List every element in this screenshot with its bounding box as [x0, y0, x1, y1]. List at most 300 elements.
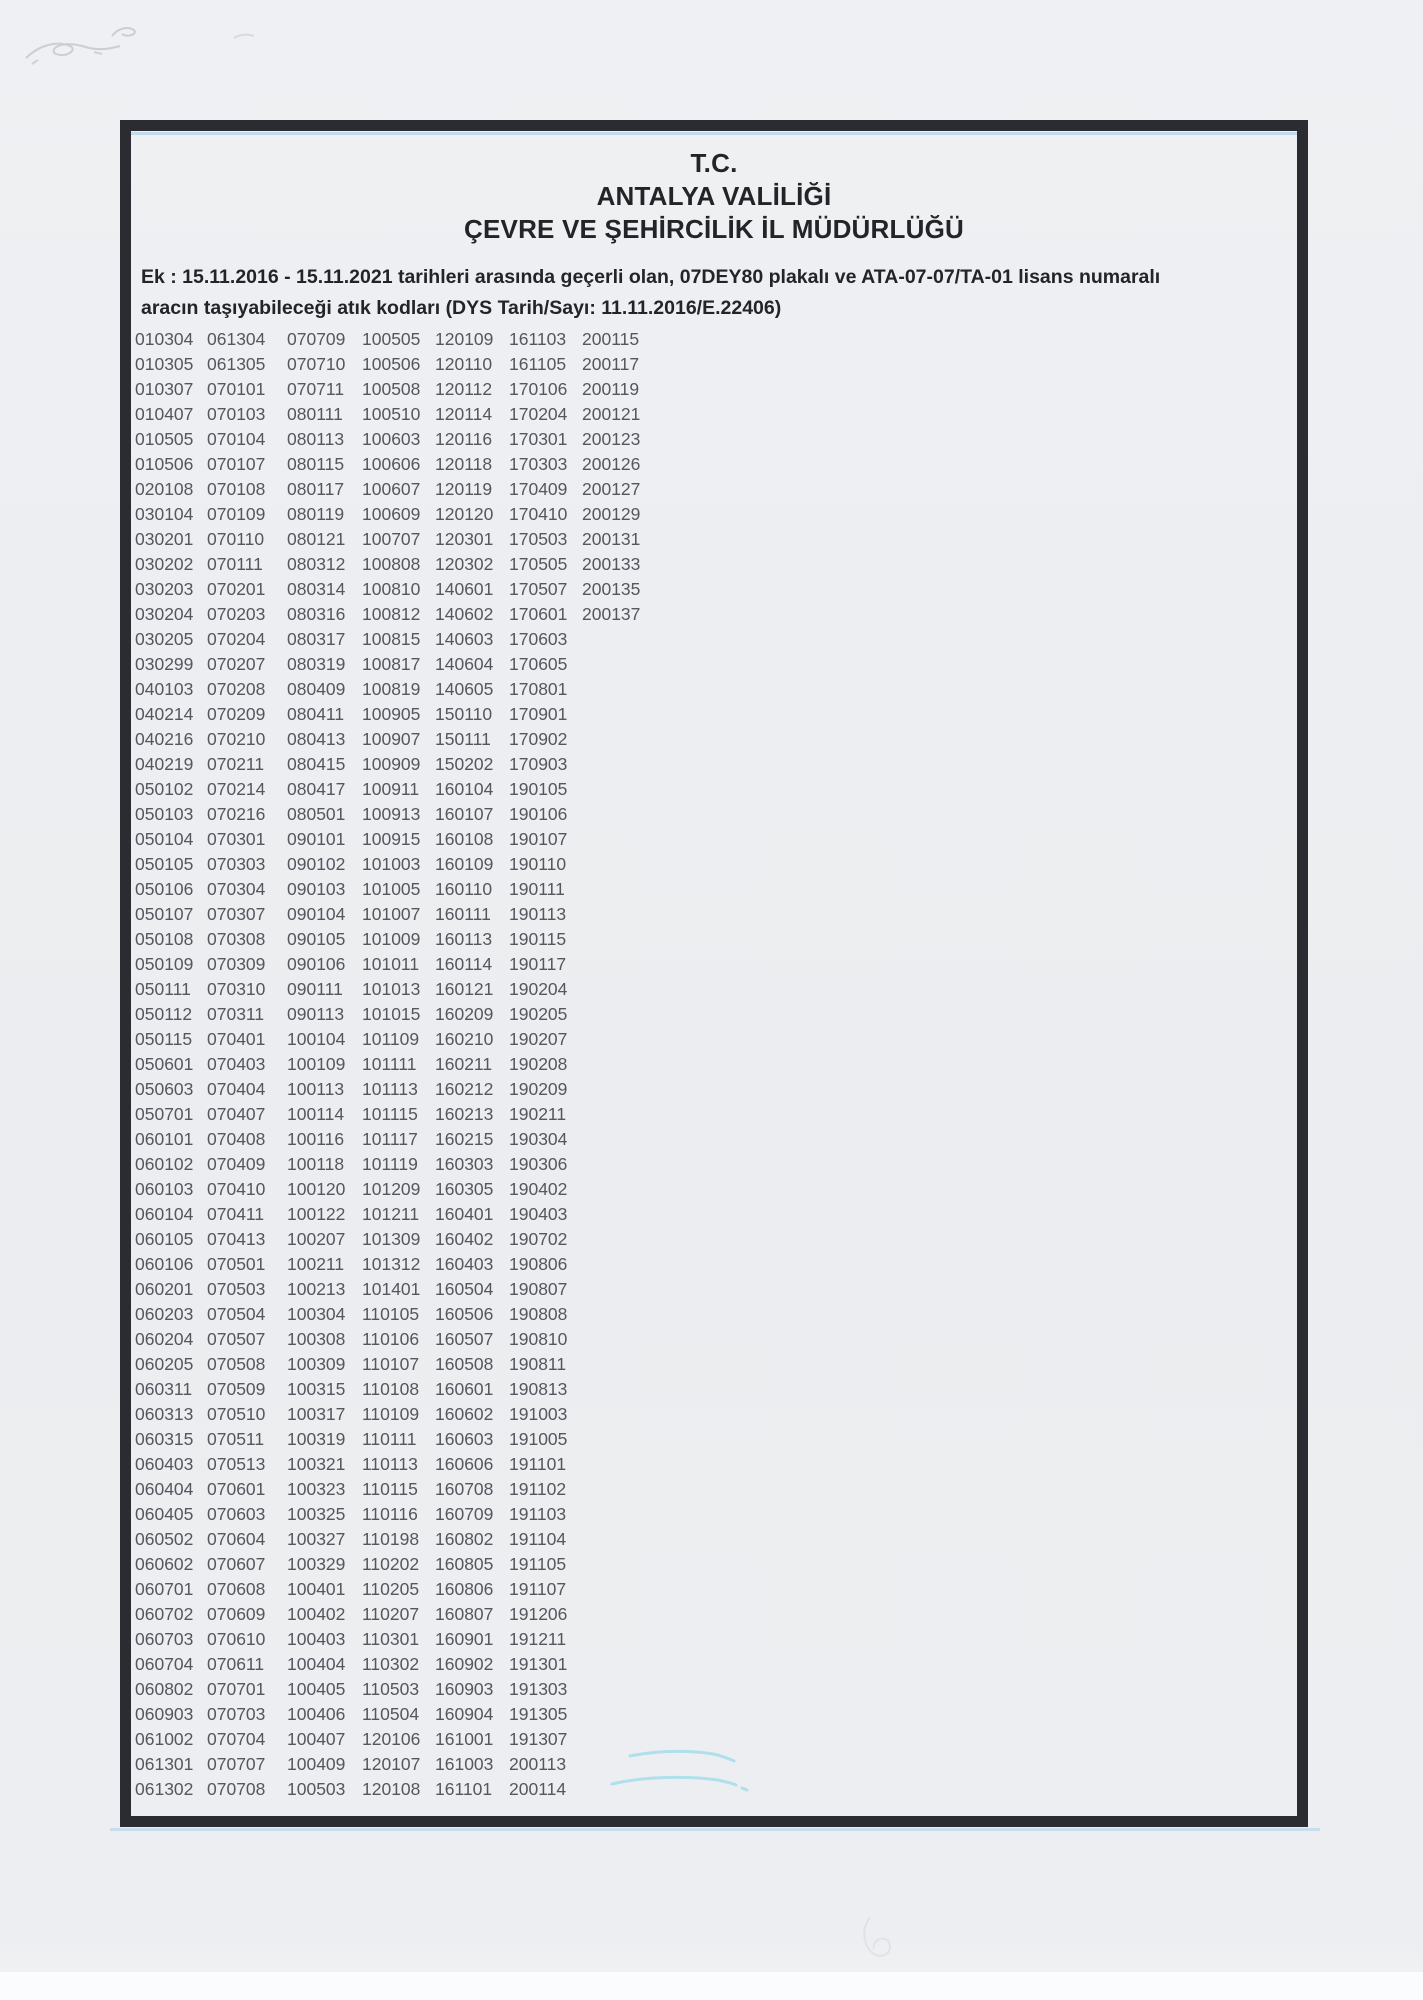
waste-code: 100510: [362, 404, 421, 424]
code-row: [135, 1652, 644, 1677]
waste-code: 100505: [362, 329, 421, 349]
waste-code: 120109: [435, 329, 494, 349]
waste-code: 040214: [135, 704, 194, 724]
waste-code: 200119: [582, 379, 640, 399]
waste-code: 030299: [135, 654, 194, 674]
waste-code: 070610: [207, 1629, 266, 1649]
code-row: [135, 1402, 644, 1427]
waste-code: 190702: [509, 1229, 568, 1249]
waste-code: 140603: [435, 629, 494, 649]
code-row: [135, 527, 644, 552]
waste-code: 160901: [435, 1629, 494, 1649]
waste-code: 160402: [435, 1229, 494, 1249]
waste-code: 061302: [135, 1779, 194, 1799]
code-row: [135, 377, 644, 402]
code-row: [135, 1602, 644, 1627]
waste-code: 070108: [207, 479, 266, 499]
waste-code: 100817: [362, 654, 421, 674]
code-row: [135, 927, 644, 952]
code-row: [135, 1552, 644, 1577]
waste-code: 070401: [207, 1029, 266, 1049]
code-row: [135, 577, 644, 602]
waste-code: 050102: [135, 779, 194, 799]
waste-code: 060602: [135, 1554, 194, 1574]
code-row: [135, 552, 644, 577]
code-row: [135, 1452, 644, 1477]
waste-code: 191005: [509, 1429, 568, 1449]
waste-code: 190810: [509, 1329, 568, 1349]
waste-code: 010304: [135, 329, 194, 349]
waste-code: 191206: [509, 1604, 568, 1624]
waste-code: 100603: [362, 429, 421, 449]
waste-code: 110107: [362, 1354, 420, 1374]
waste-code: 160401: [435, 1204, 494, 1224]
waste-code: 100607: [362, 479, 421, 499]
waste-code: 110302: [362, 1654, 420, 1674]
waste-code: 120119: [435, 479, 493, 499]
waste-code: 101111: [362, 1054, 417, 1074]
waste-code: 090105: [287, 929, 346, 949]
code-row: [135, 952, 644, 977]
waste-code: 120118: [435, 454, 493, 474]
code-row: [135, 827, 644, 852]
waste-code: 190105: [509, 779, 568, 799]
waste-code: 150202: [435, 754, 494, 774]
waste-code: 070310: [207, 979, 266, 999]
waste-code: 190806: [509, 1254, 568, 1274]
waste-code: 170901: [509, 704, 568, 724]
code-row: [135, 1227, 644, 1252]
waste-code: 101312: [362, 1254, 421, 1274]
waste-code: 160708: [435, 1479, 494, 1499]
waste-code: 100213: [287, 1279, 346, 1299]
waste-code: 070404: [207, 1079, 266, 1099]
waste-code: 160507: [435, 1329, 494, 1349]
code-row: [135, 1577, 644, 1602]
waste-code: 050603: [135, 1079, 194, 1099]
waste-code: 070609: [207, 1604, 266, 1624]
waste-code: 110115: [362, 1479, 418, 1499]
waste-code: 050103: [135, 804, 194, 824]
waste-code: 010506: [135, 454, 194, 474]
waste-code: 170801: [509, 679, 568, 699]
waste-code: 190205: [509, 1004, 568, 1024]
letterhead-line-directorate: ÇEVRE VE ŞEHİRCİLİK İL MÜDÜRLÜĞÜ: [464, 214, 964, 244]
code-row: [135, 1127, 644, 1152]
waste-code: 100104: [287, 1029, 346, 1049]
scan-smudge: [840, 1905, 920, 1975]
waste-code: 140601: [435, 579, 494, 599]
waste-code: 070603: [207, 1504, 266, 1524]
code-row: [135, 1777, 644, 1802]
waste-code: 060701: [135, 1579, 194, 1599]
waste-code: 101013: [362, 979, 421, 999]
document-border-frame: [120, 120, 1308, 1827]
waste-code: 070701: [207, 1679, 266, 1699]
code-row: [135, 652, 644, 677]
waste-code: 070104: [207, 429, 266, 449]
waste-code: 190113: [509, 904, 567, 924]
waste-code: 100707: [362, 529, 421, 549]
waste-code: 120107: [362, 1754, 421, 1774]
waste-code: 070111: [207, 554, 263, 574]
letterhead-line-governorship: ANTALYA VALİLİĞİ: [596, 181, 832, 211]
waste-code: 120108: [362, 1779, 421, 1799]
waste-code: 191307: [509, 1729, 568, 1749]
code-row: [135, 677, 644, 702]
code-row: [135, 1377, 644, 1402]
waste-code: 060105: [135, 1229, 194, 1249]
waste-code: 050108: [135, 929, 194, 949]
waste-code: 160212: [435, 1079, 494, 1099]
code-row: [135, 852, 644, 877]
waste-code: 160904: [435, 1704, 494, 1724]
code-row: [135, 427, 644, 452]
waste-code: 160111: [435, 904, 491, 924]
waste-code: 060104: [135, 1204, 194, 1224]
waste-code: 070204: [207, 629, 266, 649]
waste-code: 190110: [509, 854, 567, 874]
waste-code: 110109: [362, 1404, 420, 1424]
waste-code: 110106: [362, 1329, 420, 1349]
code-row: [135, 1327, 644, 1352]
waste-code: 050106: [135, 879, 194, 899]
waste-code: 070214: [207, 779, 266, 799]
waste-code: 160709: [435, 1504, 494, 1524]
waste-code: 070301: [207, 829, 266, 849]
waste-code: 070201: [207, 579, 266, 599]
waste-code: 100211: [287, 1254, 345, 1274]
waste-code: 100114: [287, 1104, 345, 1124]
letterhead: [131, 147, 1297, 246]
waste-code: 190117: [509, 954, 567, 974]
waste-code: 170603: [509, 629, 568, 649]
waste-code: 140605: [435, 679, 494, 699]
waste-code: 061304: [207, 329, 266, 349]
waste-code: 200131: [582, 529, 641, 549]
code-row: [135, 1102, 644, 1127]
code-row: [135, 1702, 644, 1727]
waste-code: 100304: [287, 1304, 346, 1324]
waste-code: 160121: [435, 979, 494, 999]
waste-code: 110198: [362, 1529, 420, 1549]
waste-code: 080119: [287, 504, 345, 524]
waste-code: 070208: [207, 679, 266, 699]
waste-code: 070508: [207, 1354, 266, 1374]
waste-code: 030104: [135, 504, 194, 524]
waste-code: 140602: [435, 604, 494, 624]
waste-code: 070707: [207, 1754, 266, 1774]
waste-code: 160104: [435, 779, 494, 799]
waste-code: 060103: [135, 1179, 194, 1199]
code-row: [135, 1002, 644, 1027]
waste-code: 160506: [435, 1304, 494, 1324]
waste-code: 110205: [362, 1579, 420, 1599]
waste-code: 040216: [135, 729, 194, 749]
waste-code: 190811: [509, 1354, 567, 1374]
waste-code: 160807: [435, 1604, 494, 1624]
waste-code: 100609: [362, 504, 421, 524]
waste-code: 161101: [435, 1779, 493, 1799]
waste-code: 110108: [362, 1379, 420, 1399]
waste-code: 190204: [509, 979, 568, 999]
waste-code: 030204: [135, 604, 194, 624]
waste-code: 110113: [362, 1454, 418, 1474]
waste-code: 101119: [362, 1154, 418, 1174]
code-row: [135, 877, 644, 902]
code-row: [135, 627, 644, 652]
waste-code: 070203: [207, 604, 266, 624]
waste-code: 060101: [135, 1129, 194, 1149]
waste-code: 010305: [135, 354, 194, 374]
waste-code: 100907: [362, 729, 421, 749]
code-row: [135, 1302, 644, 1327]
waste-code: 080409: [287, 679, 346, 699]
waste-code: 070209: [207, 704, 266, 724]
waste-code: 060404: [135, 1479, 194, 1499]
waste-code: 160215: [435, 1129, 494, 1149]
waste-code: 050111: [135, 979, 191, 999]
waste-code: 070704: [207, 1729, 266, 1749]
waste-code: 070211: [207, 754, 265, 774]
waste-code: 090113: [287, 1004, 345, 1024]
waste-code: 070608: [207, 1579, 266, 1599]
waste-code: 200135: [582, 579, 641, 599]
code-row: [135, 452, 644, 477]
code-row: [135, 902, 644, 927]
waste-code: 160110: [435, 879, 493, 899]
waste-code: 100606: [362, 454, 421, 474]
waste-code: 100913: [362, 804, 421, 824]
waste-code: 070413: [207, 1229, 266, 1249]
waste-code: 170505: [509, 554, 568, 574]
waste-code: 030202: [135, 554, 194, 574]
waste-code: 070503: [207, 1279, 266, 1299]
waste-code: 080501: [287, 804, 346, 824]
code-row: [135, 1277, 644, 1302]
waste-code: 101005: [362, 879, 421, 899]
waste-code: 190106: [509, 804, 568, 824]
code-row: [135, 602, 644, 627]
waste-code: 030205: [135, 629, 194, 649]
waste-code: 070207: [207, 654, 266, 674]
waste-code: 100508: [362, 379, 421, 399]
waste-code: 200117: [582, 354, 640, 374]
waste-code: 070411: [207, 1204, 265, 1224]
code-row: [135, 777, 644, 802]
waste-code: 170902: [509, 729, 568, 749]
waste-code: 070407: [207, 1104, 266, 1124]
waste-code: 010407: [135, 404, 194, 424]
waste-code: 060203: [135, 1304, 194, 1324]
waste-code: 110202: [362, 1554, 420, 1574]
waste-code: 160109: [435, 854, 494, 874]
waste-code: 100403: [287, 1629, 346, 1649]
waste-code: 100407: [287, 1729, 346, 1749]
code-row: [135, 327, 644, 352]
waste-code: 170410: [509, 504, 568, 524]
waste-code: 110116: [362, 1504, 418, 1524]
waste-code: 100329: [287, 1554, 346, 1574]
code-row: [135, 402, 644, 427]
waste-code: 100325: [287, 1504, 346, 1524]
waste-code: 160108: [435, 829, 494, 849]
waste-code: 160107: [435, 804, 494, 824]
annex-note-line2: aracın taşıyabileceği atık kodları (DYS Tarih/Sayı: 11.11.2016/E.22406): [141, 297, 782, 319]
waste-code: 191303: [509, 1679, 568, 1699]
waste-code: 160504: [435, 1279, 494, 1299]
waste-code: 101117: [362, 1129, 418, 1149]
waste-code: 050115: [135, 1029, 193, 1049]
waste-code: 161105: [509, 354, 567, 374]
waste-code: 070216: [207, 804, 266, 824]
waste-code: 110105: [362, 1304, 420, 1324]
waste-code: 200114: [509, 1779, 567, 1799]
waste-code: 100506: [362, 354, 421, 374]
pencil-dot: [230, 28, 260, 44]
waste-code: 200113: [509, 1754, 567, 1774]
waste-code: 061002: [135, 1729, 194, 1749]
annex-note: [141, 262, 1273, 324]
waste-code: 160601: [435, 1379, 494, 1399]
waste-code: 101003: [362, 854, 421, 874]
waste-code: 200133: [582, 554, 641, 574]
waste-code: 010307: [135, 379, 194, 399]
waste-code: 160805: [435, 1554, 494, 1574]
waste-code: 080121: [287, 529, 346, 549]
waste-code: 070109: [207, 504, 266, 524]
waste-code: 150111: [435, 729, 491, 749]
waste-code: 070611: [207, 1654, 265, 1674]
waste-code: 100327: [287, 1529, 346, 1549]
code-row: [135, 977, 644, 1002]
waste-code: 120301: [435, 529, 494, 549]
waste-code: 160305: [435, 1179, 494, 1199]
waste-code: 080417: [287, 779, 346, 799]
waste-code: 200123: [582, 429, 641, 449]
waste-code: 070513: [207, 1454, 266, 1474]
code-row: [135, 702, 644, 727]
waste-code: 120114: [435, 404, 493, 424]
waste-code: 170106: [509, 379, 568, 399]
waste-code: 070607: [207, 1554, 266, 1574]
waste-code: 101401: [362, 1279, 421, 1299]
waste-code: 061305: [207, 354, 266, 374]
code-row: [135, 1752, 644, 1777]
code-row: [135, 752, 644, 777]
code-row: [135, 1477, 644, 1502]
waste-code: 040219: [135, 754, 194, 774]
waste-code: 190402: [509, 1179, 568, 1199]
waste-code: 110301: [362, 1629, 420, 1649]
waste-code: 190304: [509, 1129, 568, 1149]
waste-code: 080312: [287, 554, 346, 574]
waste-code: 060704: [135, 1654, 194, 1674]
code-row: [135, 1502, 644, 1527]
waste-code: 191101: [509, 1454, 567, 1474]
code-row: [135, 1352, 644, 1377]
waste-code: 060204: [135, 1329, 194, 1349]
waste-code: 010505: [135, 429, 194, 449]
waste-code: 070703: [207, 1704, 266, 1724]
waste-code: 191301: [509, 1654, 568, 1674]
scan-edge-strip: [0, 1972, 1423, 2000]
waste-code: 080317: [287, 629, 346, 649]
waste-code: 160303: [435, 1154, 494, 1174]
waste-code: 140604: [435, 654, 494, 674]
waste-code: 101211: [362, 1204, 420, 1224]
waste-code: 190107: [509, 829, 568, 849]
waste-code: 120120: [435, 504, 494, 524]
waste-code: 070403: [207, 1054, 266, 1074]
waste-code: 160603: [435, 1429, 494, 1449]
waste-code: 100323: [287, 1479, 346, 1499]
waste-code: 190111: [509, 879, 565, 899]
waste-code: 160903: [435, 1679, 494, 1699]
waste-code: 110111: [362, 1429, 417, 1449]
waste-code: 160606: [435, 1454, 494, 1474]
scan-artifact-line-bottom: [110, 1828, 1320, 1831]
waste-code: 080415: [287, 754, 346, 774]
waste-code: 080316: [287, 604, 346, 624]
waste-code: 090106: [287, 954, 346, 974]
waste-code: 060502: [135, 1529, 194, 1549]
waste-code: 120302: [435, 554, 494, 574]
code-row: [135, 1152, 644, 1177]
waste-code: 170601: [509, 604, 568, 624]
waste-code: 190813: [509, 1379, 568, 1399]
waste-code: 070308: [207, 929, 266, 949]
waste-code: 110503: [362, 1679, 420, 1699]
waste-code: 100401: [287, 1579, 346, 1599]
waste-code: 190207: [509, 1029, 568, 1049]
waste-code: 101015: [362, 1004, 421, 1024]
waste-code: 161001: [435, 1729, 494, 1749]
waste-code: 040103: [135, 679, 194, 699]
waste-code: 120106: [362, 1729, 421, 1749]
waste-code: 101309: [362, 1229, 421, 1249]
waste-code: 190807: [509, 1279, 568, 1299]
waste-code: 100402: [287, 1604, 346, 1624]
code-row: [135, 1202, 644, 1227]
code-row: [135, 727, 644, 752]
waste-code: 161103: [509, 329, 567, 349]
waste-code: 070604: [207, 1529, 266, 1549]
waste-code: 160113: [435, 929, 493, 949]
pencil-scribble: [8, 6, 188, 86]
waste-code: 100812: [362, 604, 421, 624]
waste-code: 191211: [509, 1629, 567, 1649]
waste-code: 060205: [135, 1354, 194, 1374]
waste-code: 070101: [207, 379, 266, 399]
waste-code: 170503: [509, 529, 568, 549]
waste-code: 060702: [135, 1604, 194, 1624]
waste-code: 101011: [362, 954, 420, 974]
waste-code: 200115: [582, 329, 640, 349]
waste-code: 160802: [435, 1529, 494, 1549]
codes-table: [135, 327, 644, 1802]
waste-code: 050601: [135, 1054, 194, 1074]
waste-code: 060903: [135, 1704, 194, 1724]
waste-code: 070507: [207, 1329, 266, 1349]
waste-code: 070710: [287, 354, 346, 374]
annex-note-line1: Ek : 15.11.2016 - 15.11.2021 tarihleri arasında geçerli olan, 07DEY80 plakalı ve ATA-07-07/TA-01 lisans numaralı: [141, 266, 1161, 288]
waste-code: 190211: [509, 1104, 567, 1124]
waste-code: 100309: [287, 1354, 346, 1374]
waste-code: 060403: [135, 1454, 194, 1474]
waste-code: 100109: [287, 1054, 346, 1074]
code-row: [135, 1627, 644, 1652]
